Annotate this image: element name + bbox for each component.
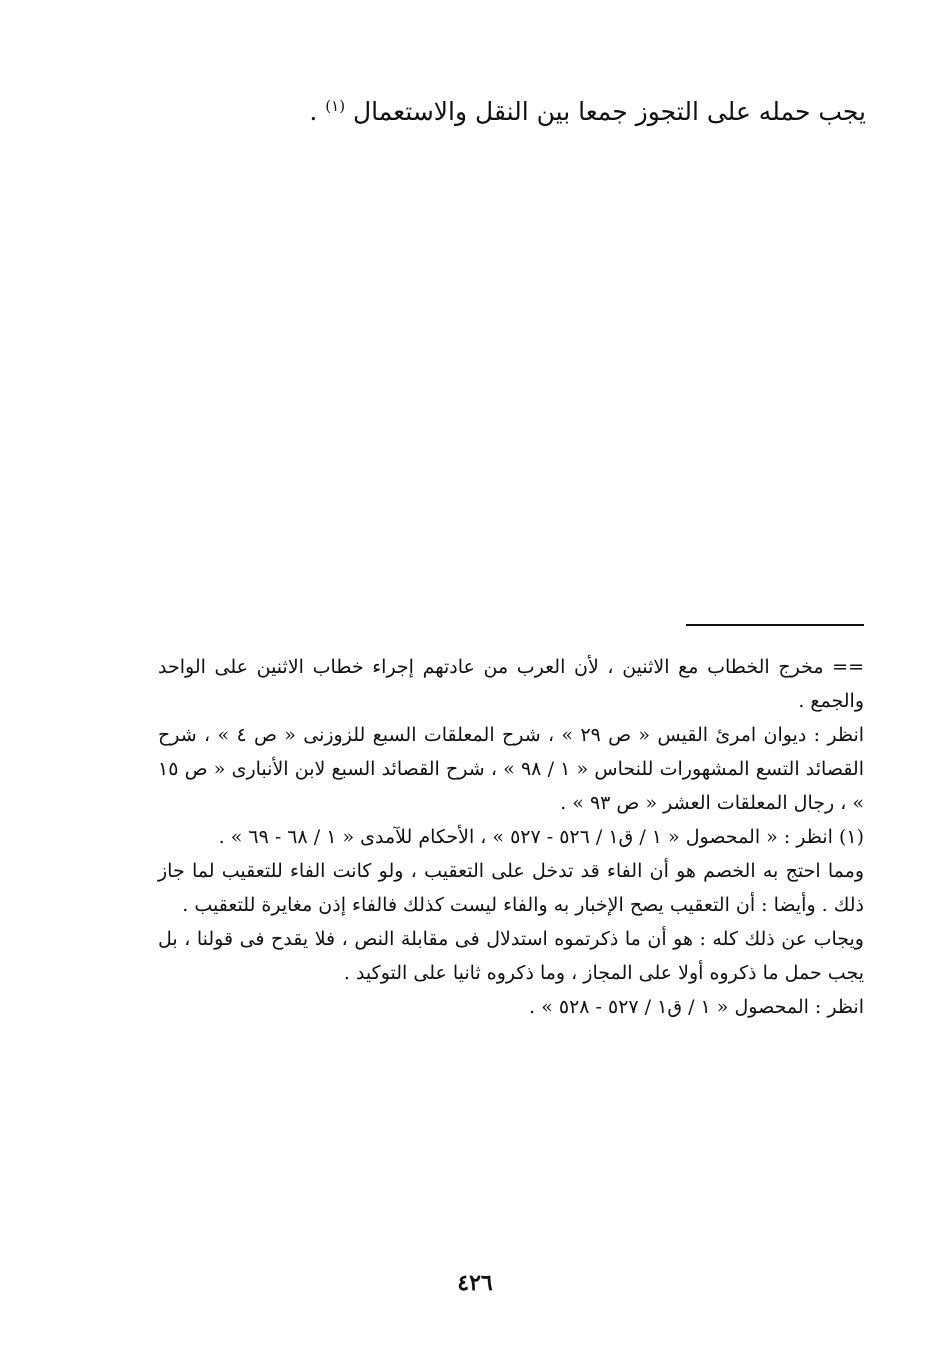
footnote-paragraph-1: ومما احتج به الخصم هو أن الفاء قد تدخل على التعقيب ، ولو كانت الفاء للتعقيب لما جاز ذلك . وأيضا : أن التعقيب يصح الإخبار به والفاء ليست كذلك فالفاء إذن مغايرة للتعقيب . [158,860,864,916]
footnote-1: (١) انظر : « المحصول « ١ / ق١ / ٥٢٦ - ٥٢٧ » ، الأحكام للآمدى « ١ / ٦٨ - ٦٩ » . [218,826,864,848]
footnotes-section [158,650,864,1024]
main-text-line [66,86,866,132]
main-text: يجب حمله على التجوز جمعا بين النقل والاستعمال [353,97,866,126]
footnote-paragraph-2: ويجاب عن ذلك كله : هو أن ما ذكرتموه استدلال فى مقابلة النص ، فلا يقدح فى قولنا ، بل يجب حمل ما ذكروه أولا على المجاز ، وما ذكروه ثانيا على التوكيد . [158,928,864,984]
footnote-separator [686,624,864,626]
page-number: ٤٢٦ [457,1270,493,1296]
main-text-end: . [309,97,318,126]
footnote-continuation: == مخرج الخطاب مع الاثنين ، لأن العرب من عادتهم إجراء خطاب الاثنين على الواحد والجمع . [158,656,864,712]
footnote-final-reference: انظر : المحصول « ١ / ق١ / ٥٢٧ - ٥٢٨ » . [529,996,864,1018]
footnote-sources: انظر : ديوان امرئ القيس « ص ٢٩ » ، شرح المعلقات السبع للزوزنى « ص ٤ » ، شرح القصائد التسع المشهورات للنحاس « ١ / ٩٨ » ، شرح القصائد السبع لابن الأنبارى « ص ١٥ » ، رجال المعلقات العشر « ص ٩٣ » . [158,724,865,814]
footnote-reference: (١) [325,97,346,115]
